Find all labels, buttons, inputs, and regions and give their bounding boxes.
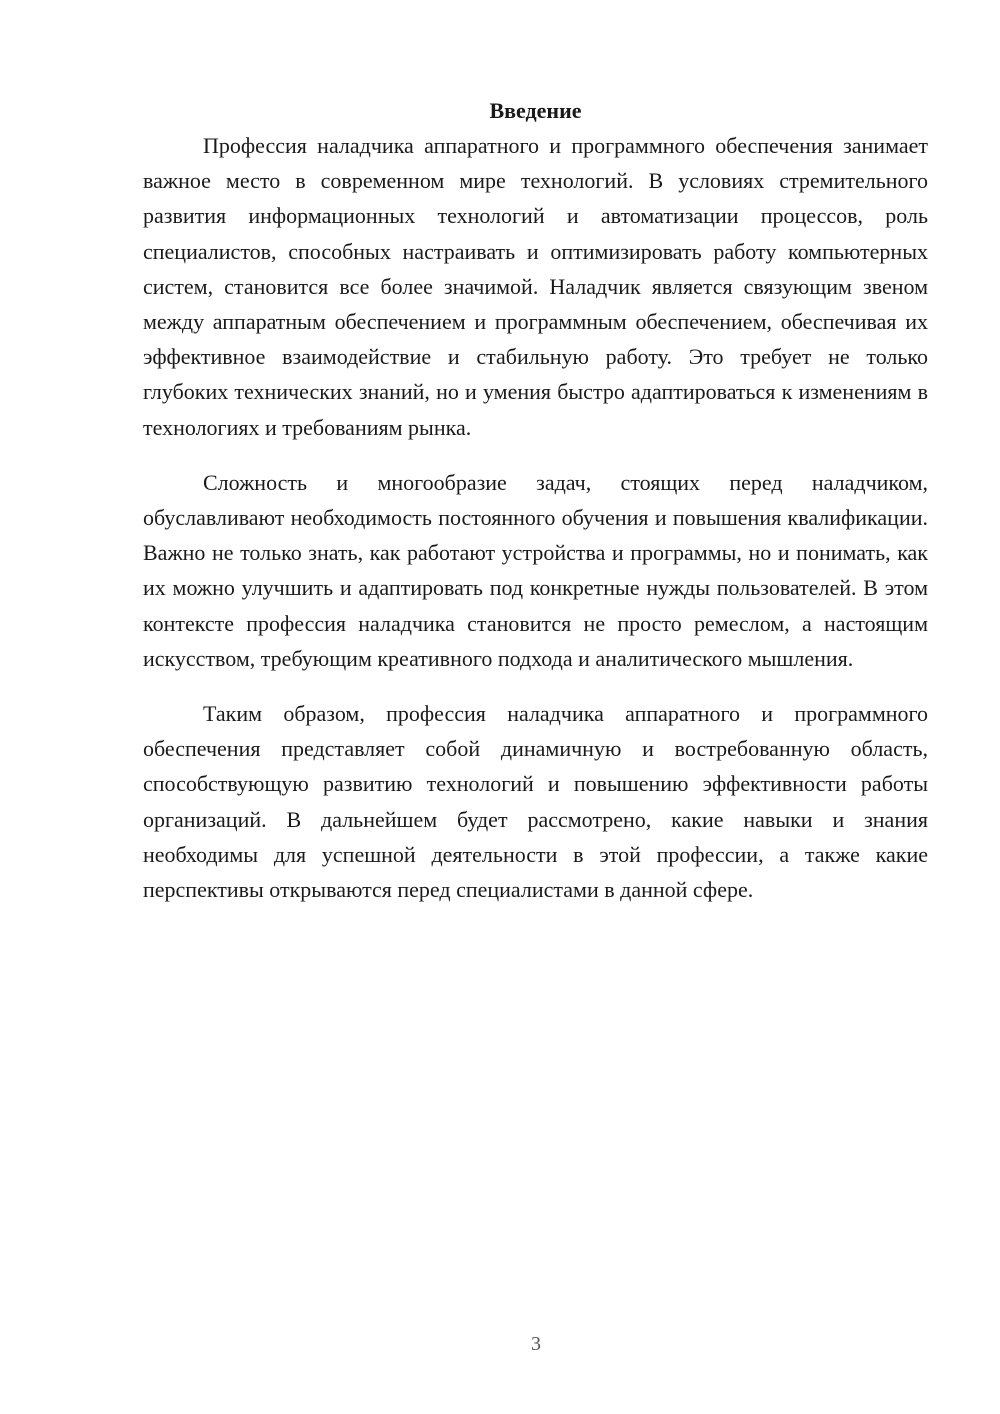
paragraph-1: Профессия наладчика аппаратного и программного обеспечения занимает важное место в современном мире технологий. В условиях стремительного развития информационных технологий и автоматизации процессов, роль специалистов, способных настраивать и оптимизировать работу компьютерных систем, становится все более значимой. Наладчик является связующим звеном между аппаратным обеспечением и программным обеспечением, обеспечивая их эффективное взаимодействие и стабильную работу. Это требует не только глубоких технических знаний, но и умения быстро адаптироваться к изменениям в технологиях и требованиям рынка. [143, 133, 928, 440]
paragraph-2: Сложность и многообразие задач, стоящих перед наладчиком, обуславливают необходимость постоянного обучения и повышения квалификации. Важно не только знать, как работают устройства и программы, но и понимать, как их можно улучшить и адаптировать под конкретные нужды пользователей. В этом контексте профессия наладчика становится не просто ремеслом, а настоящим искусством, требующим креативного подхода и аналитического мышления. [143, 469, 928, 671]
page-number: 3 [531, 1333, 541, 1355]
document-page [143, 96, 928, 907]
paragraph-3: Таким образом, профессия наладчика аппаратного и программного обеспечения представляет собой динамичную и востребованную область, способствующую развитию технологий и повышению эффективности работы организаций. В дальнейшем будет рассмотрено, какие навыки и знания необходимы для успешной деятельности в этой профессии, а также какие перспективы открываются перед специалистами в данной сфере. [143, 701, 928, 903]
section-heading: Введение [489, 98, 582, 123]
